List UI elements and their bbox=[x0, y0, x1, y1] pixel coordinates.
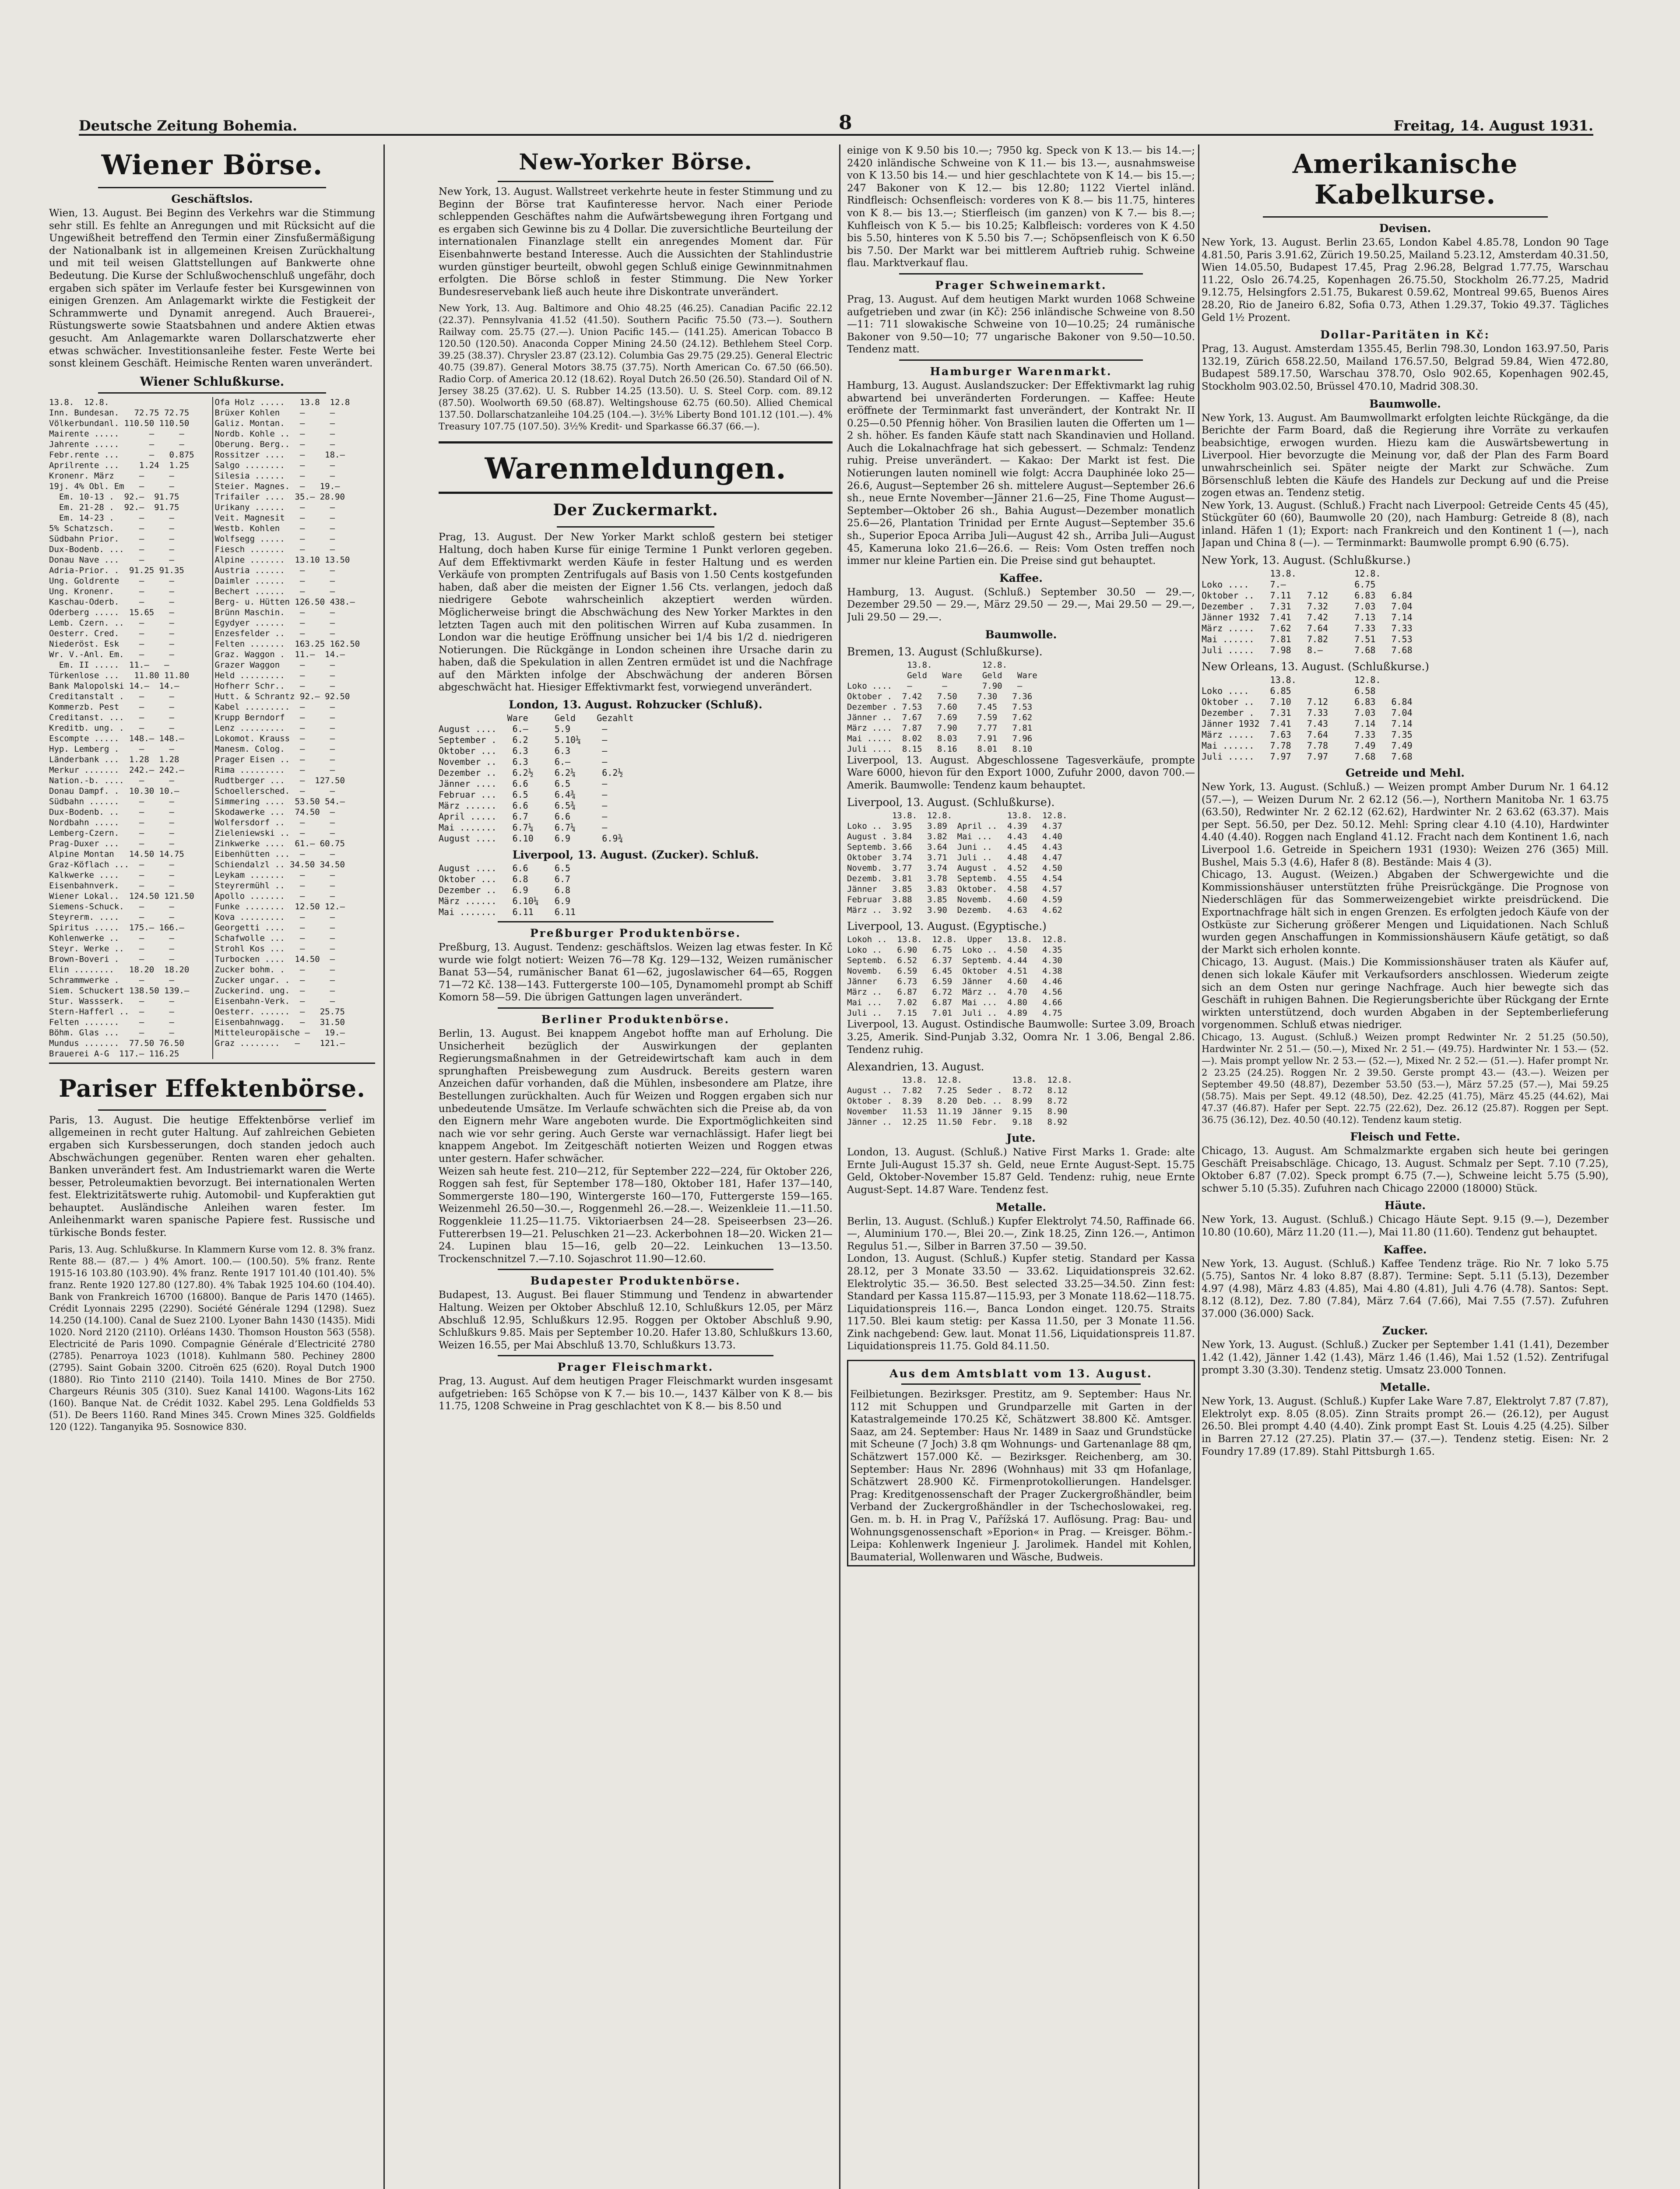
article-text: Feilbietungen. Bezirksger. Prestitz, am 9. September: Haus Nr. 112 mit Schuppen und Grundparzelle mit Garten in der Katastralgemeinde 170.25 Kč, Schätzwert 38.800 Kč. Amtsger. Saaz, am 24. September: Haus Nr. 1489 in Saaz und Grundstücke mit Scheune (7 Joch) 3.8 qm Wohnungs- und Gartenanlage 88 qm, Schätzwert 157.000 Kč. — Bezirksger. Reichenberg, am 30. September: Haus Nr. 2896 (Wohnhaus) mit 33 qm Hofanlage, Schätzwert 28.900 Kč. Firmenprotokollierungen. Handelsger. Prag: Kreditgenossenschaft der Prager Zuckergroßhändler, beim Verband der Zuckergroßhändler in der Tschechoslowakei, reg. Gen. m. b. H. in Prag V., Pařížská 17. Auflösung. Prag: Bau- und Wohnungsgenossenschaft »Eporion« in Prag. — Kreisger. Böhm.-Leipa: Kohlenwerk Ingenieur J. Jarolimek. Handel mit Kohlen, Baumaterial, Wollenwaren und Wäsche, Budweis. bbox=[850, 1389, 1192, 1563]
table-rows: 13.8. 12.8. 13.8. 12.8. Loko .. 3.95 3.89 April .. 4.39 4.37 August . 3.84 3.82 Mai ... 4.43 4.40 Septemb. 3.66 3.64 Juni .. 4.45 4.43 Oktober 3.74 3.71 Juli .. 4.48 4.47 Novemb. 3.77 3.74 August . 4.52 4.50 Dezemb. 3.81 3.78 Septemb. 4.55 4.54 Jänner 3.85 3.83 Oktober. 4.58 4.57 Februar 3.88 3.85 Novemb. 4.60 4.59 März .. 3.92 3.90 Dezemb. 4.63 4.62 bbox=[847, 811, 1068, 915]
section-title-warenmeldungen: Warenmeldungen. bbox=[485, 451, 787, 486]
divider bbox=[557, 526, 714, 528]
section-title-baumwolle: Baumwolle. bbox=[1369, 397, 1441, 410]
article-text: Hamburg, 13. August. Auslandszucker: Der Effektivmarkt lag ruhig abwartend bei unveränderten Forderungen. — Kaffee: Heute eröffnete der Terminmarkt fast unverändert, der Kontrakt Nr. II 0.25—0.50 Pfennig höher. Von Brasilien lauten die Offerten um 1—2 sh. höher. Es fanden Käufe statt nach Skandinavien und Holland. Auch die Lokalnachfrage hat sich gebessert. — Schmalz: Tendenz ruhig. Preise unverändert. — Kakao: Der Markt ist fest. Die Notierungen lauten nominell wie folgt: Accra Dauphinée loko 25—26.6, August—September 26 sh. mittelere August—September 26.6 sh., neue Ernte November—Jänner 21.6—25, Fine Thome August—September—Oktober 26 sh., Bahia August—Dezember monatlich 25.6—26, Plantation Trinidad per Ernte August—September 35.6 sh., Superior Epoca Arriba Juli—August 42 sh., Arriba Juli—August 45, Kameruna loko 21.6—26.6. — Reis: Vom Osten treffen noch immer nur kleine Partien ein. Die Preise sind gut behauptet. bbox=[847, 380, 1195, 567]
table-caption: London, 13. August. Rohzucker (Schluß). bbox=[509, 698, 763, 711]
divider bbox=[899, 273, 1143, 275]
section-title-kaffee: Kaffee. bbox=[1383, 1243, 1427, 1256]
divider bbox=[899, 359, 1143, 361]
header-date: Freitag, 14. August 1931. bbox=[1393, 117, 1593, 134]
section-title-jute: Jute. bbox=[1006, 1132, 1036, 1145]
divider bbox=[439, 441, 833, 443]
column-rule bbox=[1198, 144, 1199, 2189]
article-text: New York, 13. August. (Schluß.) — Weizen prompt Amber Durum Nr. 1 64.12 (57.—), — Weizen Durum Nr. 2 62.12 (56.—), Northern Manitoba Nr. 1 63.75 (63.50), Redwinter Nr. 2 62.12 (62.62), Hardwinter Nr. 2 63.62 (63.37). Mais per Sept. 56.50, per Dez. 50.12. Mehl: Spring clear 4.10 (4.10), Hardwinter 4.40 (4.40). Roggen nach England 41.12. Fracht nach dem Kontinent 1.6, nach Liverpool 1.6. Getreide in Speichern 1931 (1930): Weizen 276 (365) Mill. Bushel, Mais 5.3 (4.6), Hafer 8 (8). Bestände: Mais 4 (3). bbox=[1202, 781, 1609, 868]
table-header: Ware Geld Gezahlt bbox=[439, 713, 634, 724]
article-text: Budapest, 13. August. Bei flauer Stimmung und Tendenz in abwartender Haltung. Weizen per Oktober Abschluß 12.10, Schlußkurs 12.05, per März Abschluß 12.95, Schlußkurs 12.95. Roggen per Oktober Abschluß 9.90, Schlußkurs 9.85. Mais per September 10.20. Hafer 13.80, Schlußkurs 13.60, Weizen 16.55, per Mai Abschluß 13.70, Schlußkurs 13.73. bbox=[439, 1289, 833, 1351]
article-text: Hamburg, 13. August. (Schluß.) September 30.50 — 29.—, Dezember 29.50 — 29.—, März 29.50 — 29.—, Mai 29.50 — 29.—, Juli 29.50 — 29.—. bbox=[847, 586, 1195, 623]
section-title-schweinemarkt: Prager Schweinemarkt. bbox=[935, 278, 1107, 292]
section-title-prager-fleischmarkt: Prager Fleischmarkt. bbox=[557, 1361, 714, 1374]
section-title-new-yorker-boerse: New-Yorker Börse. bbox=[519, 149, 752, 175]
header-newspaper-name: Deutsche Zeitung Bohemia. bbox=[79, 117, 298, 134]
page-header bbox=[79, 112, 1593, 136]
quote-table-right bbox=[212, 397, 376, 1059]
quote-table-left bbox=[49, 397, 210, 1059]
divider bbox=[498, 921, 773, 922]
article-text: Chicago, 13. August. (Weizen.) Abgaben der Schwergewichte und die Kommissionshäuser unterstützten frühe Preisrückgänge. Die Prognose von Niederschlägen für das Sommerweizengebiet wirkte preisdrückend. Die Exportnachfrage hält sich in engen Grenzen. Es erfolgten jedoch Käufe von der Ostküste zur Sicherung größerer Mengen und Liquidationen. Nach Schluß wurden gegen Anschaffungen in Kommissionshäusern Käufe getätigt, so daß der Markt sich erholen konnte. bbox=[1202, 869, 1609, 956]
article-text: Paris, 13. Aug. Schlußkurse. In Klammern Kurse vom 12. 8. 3% franz. Rente 88.— (87.— ) 4% Amort. 100.— (100.50). 5% franz. Rente 1915-16 103.80 (103.90). 4% franz. Rente 1917 101.40 (101.40). 5% franz. Rente 1920 127.80 (127.80). 4% Tabak 1925 104.60 (104.40). Bank von Frankreich 16700 (16800). Banque de Paris 1470 (1465). Crédit Lyonnais 2295 (2290). Société Générale 1294 (1298). Suez 14.250 (14.100). Canal de Suez 2100. Lyoner Bahn 1430 (1435). Midi 1020. Nord 2120 (2110). Orléans 1430. Thomson Houston 563 (558). Electricité de Paris 1090. Compagnie Générale d’Electricité 2780 (2785). Penarroya 1023 (1018). Kuhlmann 580. Pechiney 2800 (2795). Saint Gobain 3200. Citroën 625 (620). Royal Dutch 1900 (1880). Rio Tinto 2110 (2140). Toila 1410. Mines de Bor 2750. Chargeurs Réunis 305 (310). Suez Kanal 14100. Wagons-Lits 162 (160). Banque Nat. de Crédit 1032. Kabel 295. Lena Goldfields 53 (51). De Beers 1160. Rand Mines 345. Crown Mines 325. Goldfields 120 (122). Tanganyika 95. Sosnowice 830. bbox=[49, 1244, 375, 1432]
table-rows: Lokoh .. 13.8. 12.8. Upper 13.8. 12.8. Loko .. 6.90 6.75 Loko .. 4.50 4.35 Septemb. 6.52 6.37 Septemb. 4.44 4.30 Novemb. 6.59 6.45 Oktober 4.51 4.38 Jänner 6.73 6.59 Jänner 4.60 4.46 März .. 6.87 6.72 März .. 4.70 4.56 Mai ... 7.02 6.87 Mai ... 4.80 4.66 Juli .. 7.15 7.01 Juli .. 4.89 4.75 bbox=[847, 935, 1068, 1018]
divider bbox=[1263, 216, 1548, 218]
article-text: New York, 13. August. Berlin 23.65, London Kabel 4.85.78, London 90 Tage 4.81.50, Paris 3.91.62, Zürich 19.50.25, Mailand 5.23.12, Amsterdam 40.31.50, Wien 14.05.50, Budapest 17.45, Prag 2.96.28, Belgrad 1.77.75, Warschau 11.22, Oslo 26.74.25, Kopenhagen 26.75.50, Stockholm 26.77.25, Madrid 9.12.75, Helsingfors 2.51.75, Bukarest 0.59.62, Montreal 99.65, Buenos Aires 28.20, Rio de Janeiro 6.82, Sofia 0.73, Athen 1.29.37, Tokio 49.37. Tägliches Geld 1½ Prozent. bbox=[1202, 237, 1609, 324]
section-title-zuckermarkt: Der Zuckermarkt. bbox=[553, 501, 718, 520]
section-title-amerikanische-kabelkurse: Amerikanische Kabelkurse. bbox=[1292, 149, 1518, 210]
column-rule bbox=[839, 144, 840, 2189]
article-text: Liverpool, 13. August. Ostindische Baumwolle: Surtee 3.09, Broach 3.25, Amerik. Sind-Punjab 3.32, Oomra Nr. 1 3.06, Bengal 2.86. Tendenz ruhig. bbox=[847, 1019, 1195, 1056]
section-title-metalle: Metalle. bbox=[1380, 1381, 1430, 1394]
article-text: Chicago, 13. August. (Mais.) Die Kommissionshäuser traten als Käufer auf, denen sich lokale Käufer mit Verkaufsorders anschlossen. Wiederum zeigte sich an dem Osten nur geringe Nachfrage. Auch hier bewegte sich das Geschäft in ruhigen Bahnen. Die Regierungsberichte über Rückgang der Ernte wirkten unterstützend, doch wurden Abgaben in der Septemberlieferung vorgenommen. Schluß etwas niedriger. bbox=[1202, 957, 1609, 1031]
article-text: Wien, 13. August. Bei Beginn des Verkehrs war die Stimmung sehr still. Es fehlte an Anregungen und mit Rücksicht auf die Ungewißheit betreffend den Termin einer Zinsfußermäßigung der Nationalbank ist in allgemeinen Kreisen Zurückhaltung und mit teil weisen Glattstellungen auf Bankwerte ohne Bedeutung. Die Kurse der Schlußwochenschluß ungefähr, doch ergaben sich später im Verlaufe fester bei Kursgewinnen von einigen Grenzen. Am Anlagemarkt wirkte die Festigkeit der Schrammwerte und Dynamit anregend. Auch Brauerei-, Rüstungswerte sowie Staatsbahnen und andere Aktien etwas gesucht. Am Anlagemarkte waren Dollarschatzwerte eher etwas schwächer. Investitionsanleihe fester. Feste Werte bei sonst kleinem Geschäft. Heimische Renten waren unverändert. bbox=[49, 208, 375, 370]
article-text: einige von K 9.50 bis 10.—; 7950 kg. Speck von K 13.— bis 14.—; 2420 inländische Schweine von K 11.— bis 13.—, ausnahmsweise von K 13.50 bis 14.— und hier geschlachtete von K 14.— bis 15.—; 247 Bakoner von K 12.— bis 12.80; 1122 Viertel inländ. Rindfleisch: Ochsenfleisch: vorderes von K 8.— bis 11.75, hinteres von K 8.— bis 13.—; Stierfleisch (im ganzen) von K 7.— bis 8.—; Kuhfleisch von K 5.— bis 10.25; Kalbfleisch: vorderes von K 4.50 bis 5.50, hinteres von K 5.50 bis 7.—; Schöpsenfleisch von K 6.50 bis 7.50. Der Markt war bei mittlerem Auftrieb ruhig. Schweine flau. Marktverkauf flau. bbox=[847, 145, 1195, 269]
article-text: Chicago, 13. August. (Schluß.) Weizen prompt Redwinter Nr. 2 51.25 (50.50), Hardwinter Nr. 2 51.— (50.—), Mixed Nr. 2 51.— (49.75). Hardwinter Nr. 1 53.— (52.—). Mais prompt yellow Nr. 2 53.— (52.—), Mixed Nr. 2 52.— (51.—). Hafer prompt Nr. 2 23.25 (24.25). Roggen Nr. 2 39.50. Gerste prompt 43.— (43.—). Weizen per September 49.50 (48.87), Dezember 53.50 (53.—), März 57.25 (57.—), Mai 59.25 (58.75). Mais per Sept. 49.12 (48.50), Dez. 42.25 (41.75), März 45.25 (44.62), Mai 47.37 (46.87). Hafer per Sept. 22.75 (22.62), Dez. 26.12 (25.87). Roggen per Sept. 36.75 (36.12), Dez. 40.50 (40.12). Tendenz kaum stetig. bbox=[1202, 1031, 1609, 1125]
article-text: Berlin, 13. August. (Schluß.) Kupfer Elektrolyt 74.50, Raffinade 66.—, Aluminium 170.—, Blei 20.—, Zink 18.25, Zinn 126.—, Antimon Regulus 51.—, Silber in Barren 37.50 — 39.50. bbox=[847, 1215, 1195, 1252]
section-title-wiener-boerse: Wiener Börse. bbox=[101, 149, 323, 181]
article-text: Weizen sah heute fest. 210—212, für September 222—224, für Oktober 226, Roggen sah fest, für September 178—180, Oktober 181, Hafer 137—140, Sommergerste 180—190, Wintergerste 160—170, Futtergerste 159—165. Weizenmehl 26.50—30.—, Roggenmehl 26.—28.—. Weizenkleie 11.—11.50. Roggenkleie 11.25—11.75. Viktoriaerbsen 24—28. Speiseerbsen 23—26. Futtererbsen 19—21. Peluschken 21—23. Ackerbohnen 18—20. Wicken 21—24. Lupinen blau 15—16, gelb 20—22. Leinkuchen 13—13.50. Trockenschnitzel 7.—7.10. Sojaschrot 11.90—12.60. bbox=[439, 1165, 833, 1265]
article-text: Liverpool, 13. August. Abgeschlossene Tagesverkäufe, prompte Ware 6000, hievon für den Export 1000, Zufuhr 2000, davon 700.— Amerik. Baumwolle: Tendenz kaum behauptet. bbox=[847, 754, 1195, 791]
table-caption: Liverpool, 13. August. (Schlußkurse). bbox=[847, 796, 1055, 809]
article-text: Prag, 13. August. Auf dem heutigen Prager Fleischmarkt wurden insgesamt aufgetrieben: 165 Schöpse von K 7.— bis 10.—, 1437 Kälber von K 8.— bis 11.75, 1208 Schweine in Prag geschlachtet von K 8.— bis 8.50 und bbox=[439, 1376, 833, 1412]
table-rows: 13.8. 12.8. Loko .... 7.— 6.75 Oktober .. 7.11 7.12 6.83 6.84 Dezember . 7.31 7.32 7.03 7.04 Jänner 1932 7.41 7.42 7.13 7.14 März ..... 7.62 7.64 7.33 7.33 Mai ...... 7.81 7.82 7.51 7.53 Juli ..... 7.98 8.— 7.68 7.68 bbox=[1202, 568, 1413, 656]
table-rows: 13.8. 12.8. Loko .... 6.85 6.58 Oktober .. 7.10 7.12 6.83 6.84 Dezember . 7.31 7.33 7.03 7.04 Jänner 1932 7.41 7.43 7.14 7.14 März ..... 7.63 7.64 7.33 7.35 Mai ...... 7.78 7.78 7.49 7.49 Juli ..... 7.97 7.97 7.68 7.68 bbox=[1202, 675, 1413, 762]
divider bbox=[498, 1355, 773, 1356]
table-rows: August .... 6.— 5.9 — September . 6.2 5.10¼ — Oktober ... 6.3 6.3 — November .. 6.3 6.— — Dezember .. 6.2½ 6.2¼ 6.2½ Jänner .... 6.6 6.5 — Februar ... 6.5 6.4¾ — März ...... 6.6 6.5¾ — April ..... 6.7 6.6 — Mai ....... 6.7¼ 6.7¼ — August .... 6.10 6.9 6.9¾ bbox=[439, 724, 623, 844]
section-title-metalle: Metalle. bbox=[996, 1200, 1046, 1214]
divider bbox=[498, 1269, 773, 1270]
divider bbox=[498, 181, 773, 182]
section-title-dollar-paritaeten: Dollar-Paritäten in Kč: bbox=[1320, 328, 1490, 341]
article-text: Prag, 13. August. Der New Yorker Markt schloß gestern bei stetiger Haltung, doch haben Kurse für einige Termine 1 Punkt verloren gegeben. Auf dem Effektivmarkt werden Käufe in fester Haltung und es werden Verkäufe von prompten Zentrifugals auf Basis von 1.50 Cents kostgefunden haben, daß aber die meisten der Eigner 1.56 Cts. verlangen, jedoch daß niedrigere Gebote wahrscheinlich akzeptiert werden würden. Möglicherweise bringt die Abschwächung des New Yorker Marktes in den letzten Tagen auch mit den politischen Wirren auf Kuba zusammen. In London war die heutige Eröffnung unsicher bei 1/4 bis 1/2 d. niedrigeren Notierungen. Die Rückgänge in London scheinen ihre Ursache darin zu haben, daß die Spekulation in allen Zentren ermüdet ist und die Nachfrage auf den Märkten infolge der Abschwächung der anderen Börsen abgeschwächt hat. Hiesiger Effektivmarkt fest, vorwiegend unverändert. bbox=[439, 531, 833, 693]
table-caption: New Orleans, 13. August. (Schlußkurse.) bbox=[1202, 660, 1430, 673]
table-rows: 13.8. 12.8. 13.8. 12.8. August .. 7.82 7.25 Seder . 8.72 8.12 Oktober . 8.39 8.20 Deb. .. 8.99 8.72 November 11.53 11.19 Jänner 9.15 8.90 Jänner .. 12.25 11.50 Febr. 9.18 8.92 bbox=[847, 1075, 1072, 1127]
quote-table bbox=[49, 397, 375, 1059]
table-rows: August .... 6.6 6.5 Oktober ... 6.8 6.7 Dezember .. 6.9 6.8 März ...... 6.10¼ 6.9 Mai ....... 6.11 6.11 bbox=[439, 863, 576, 918]
article-text: Berlin, 13. August. Bei knappem Angebot hoffte man auf Erholung. Die Unsicherheit bezüglich der Auswirkungen der geplanten Regierungsmaßnahmen in der Getreidewirtschaft kam auch in dem sprunghaften Preisbewegung zum Ausdruck. Bereits gestern waren Anzeichen dafür vorhanden, daß die Mühlen, insbesondere am Platze, ihre Bestellungen zurückhalten. Auch für Weizen und Roggen ergaben sich nur unbedeutende Umsätze. Im Verlaufe schwächten sich die Preise ab, da von den Eignern mehr Ware angeboten wurde. Die Exportmöglichkeiten sind nach wie vor sehr gering. Auch Gerste war vernachlässigt. Hafer liegt bei knappem Angebot. Im Zeitgeschäft notierten Weizen und Roggen etwas unter gestern. Hafer schwächer. bbox=[439, 1028, 833, 1165]
section-title-getreide: Getreide und Mehl. bbox=[1346, 767, 1465, 780]
section-title-wiener-schlusskurse: Wiener Schlußkurse. bbox=[140, 374, 285, 389]
section-title-zucker: Zucker. bbox=[1382, 1324, 1428, 1337]
section-title-haeute: Häute. bbox=[1384, 1199, 1426, 1212]
article-text: New York, 13. August. (Schluß.) Chicago Häute Sept. 9.15 (9.—), Dezember 10.80 (10.60), März 11.20 (11.—), Mai 11.80 (11.60). Tendenz gut behauptet. bbox=[1202, 1214, 1609, 1238]
table-caption: New York, 13. August. (Schlußkurse.) bbox=[1202, 554, 1411, 567]
article-text: New York, 13. August. (Schluß.) Kaffee Tendenz träge. Rio Nr. 7 loko 5.75 (5.75), Santos Nr. 4 loko 8.87 (8.87). Termine: Sept. 5.11 (5.13), Dezember 4.97 (4.98), März 4.83 (4.85), Mai 4.80 (4.81), Juli 4.76 (4.78). Santos: Sept. 8.12 (8.12), Dez. 7.80 (7.84), März 7.64 (7.66), Mai 7.55 (7.57). Zufuhren 37.000 (36.000) Sack. bbox=[1202, 1258, 1609, 1320]
article-text: New York, 13. August. (Schluß.) Kupfer Lake Ware 7.87, Elektrolyt 7.87 (7.87), Elektrolyt exp. 8.05 (8.05). Zinn Straits prompt 26.— (26.12), per August 26.50. Blei prompt 4.40 (4.40). Zink prompt East St. Louis 4.25 (4.25). Silber in Barren 27.12 (27.25). Platin 37.— (37.—). Tendenz stetig. Eisen: Nr. 2 Foundry 17.89 (17.89). Stahl Pittsburgh 1.65. bbox=[1202, 1396, 1609, 1457]
article-text: New York, 13. Aug. Baltimore and Ohio 48.25 (46.25). Canadian Pacific 22.12 (22.37). Pennsylvania 41.52 (41.50). Southern Pacific 75.50 (73.—). Southern Railway com. 25.75 (27.—). Union Pacific 145.— (141.25). American Tobacco B 120.50 (120.50). Anaconda Copper Mining 24.50 (24.12). Bethlehem Steel Corp. 39.25 (38.37). Chrysler 23.87 (23.12). Columbia Gas 29.75 (29.25). General Electric 40.75 (39.87). General Motors 38.75 (37.75). North American Co. 67.50 (66.50). Radio Corp. of America 20.12 (18.62). Royal Dutch 26.50 (26.50). Standard Oil of N. Jersey 38.25 (37.62). U. S. Rubber 14.25 (13.50). U. S. Steel Corp. com. 89.12 (87.50). Woolworth 69.50 (68.87). Weltingshouse 62.75 (60.50). Allied Chemical 137.50. Dollarschatzanleihe 104.25 (104.—). 3½% Liberty Bond 101.12 (101.—). 4% Treasury 107.75 (107.50). 3½% Kredit- und Sparkasse 66.37 (66.—). bbox=[439, 303, 833, 432]
section-title-devisen: Devisen. bbox=[1379, 222, 1431, 235]
divider bbox=[98, 1109, 327, 1111]
amtsblatt-box bbox=[847, 1360, 1195, 1566]
article-text: London, 13. August. (Schluß.) Kupfer stetig. Standard per Kassa 28.12, per 3 Monate 33.50 — 33.62. Liquidationspreis 32.62. Elektrolytic 35.— 36.50. Best selected 33.25—34.50. Zinn fest: Standard per Kassa 115.87—115.93, per 3 Monate 118.62—118.75. Liquidationspreis 116.—, Banca London einget. 120.75. Straits 117.50. Blei kaum stetig: per Kassa 11.50, per 3 Monate 11.56. Zink nachgebend: Gew. laut. Monat 11.56, Liquidationspreis 11.87. Liquidationspreis 11.75. Gold 84.11.50. bbox=[847, 1253, 1195, 1352]
column-rule bbox=[383, 144, 385, 2189]
column-warenmarkt bbox=[847, 144, 1195, 2189]
section-title-budapester: Budapester Produktenbörse. bbox=[530, 1274, 741, 1288]
article-text: Preßburg, 13. August. Tendenz: geschäftslos. Weizen lag etwas fester. In Kč wurde wie folgt notiert: Weizen 76—78 Kg. 129—132, Weizen rumänischer Banat 53—54, rumänischer Banat 61—62, jugoslawischer 64—65, Roggen 71—72 Kč. 138—143. Futtergerste 100—105, Dynamomehl prompt ab Schiff Komorn 58—59. Die übrigen Gattungen lagen unverändert. bbox=[439, 942, 833, 1003]
article-text: New York, 13. August. Am Baumwollmarkt erfolgten leichte Rückgänge, da die Berichte der Farm Board, daß die Regierung ihre Vorräte zu verkaufen beabsichtige, erwogen wurden. Hiezu kam die Auswärtsbewertung in Liverpool. Hier bevorzugte die Meinung vor, daß der Plan des Farm Board unwahrscheinlich sei. Später neigte der Markt zur Schwäche. Zum Börsenschluß lebten die Käufe des Handels zur Deckung auf und die Preise zogen etwas an. Tendenz stetig. bbox=[1202, 412, 1609, 499]
section-title-hamburger: Hamburger Warenmarkt. bbox=[930, 365, 1112, 378]
article-text: New York, 13. August. (Schluß.) Fracht nach Liverpool: Getreide Cents 45 (45), Stückgüter 60 (60), Baumwolle 20 (20), nach Hamburg: Getreide 8 (8), nach inland. Häfen 1 (1); Export: nach Frankreich und den Kontinent 1 (—), nach Japan und China 8 (—). — Terminmarkt: Baumwolle prompt 6.90 (6.75). bbox=[1202, 500, 1609, 549]
table-header: 13.8. 12.8. Geld Ware Geld Ware bbox=[907, 660, 1037, 680]
table-caption: Bremen, 13. August (Schlußkurse). bbox=[847, 645, 1043, 658]
divider bbox=[98, 392, 327, 394]
column-new-yorker-boerse bbox=[439, 144, 833, 2189]
article-text: Prag, 13. August. Amsterdam 1355.45, Berlin 798.30, London 163.97.50, Paris 132.19, Zürich 658.22.50, Mailand 176.57.50, Belgrad 59.84, Wien 472.80, Budapest 589.17.50, Warschau 378.70, Oslo 902.65, Kopenhagen 902.45, Stockholm 903.02.50, Brüssel 470.10, Madrid 308.30. bbox=[1202, 343, 1609, 392]
article-text: New York, 13. August. Wallstreet verkehrte heute in fester Stimmung und zu Beginn der Börse trat Kaufinteresse hervor. Nach einer Periode schleppenden Geschäftes nahm die Aufwärtsbewegung ihren Fortgang und es ergaben sich Gewinne bis zu 4 Dollar. Die zuversichtliche Beurteilung der internationalen Finanzlage stellt ein anregendes Moment dar. Für Eisenbahnwerte bestand Interesse. Auch die Aussichten der Stahlindustrie wurden günstiger beurteilt, obwohl gegen Schluß einige Gewinnmitnahmen erfolgten. Die Börse schloß in fester Stimmung. Die New Yorker Bundesreservebank ließ auch heute ihre Diskontrate unverändert. bbox=[439, 186, 833, 298]
table-rows: Loko .... — — 7.90 — Oktober . 7.42 7.50 7.30 7.36 Dezember . 7.53 7.60 7.45 7.53 Jänner .. 7.67 7.69 7.59 7.62 März .... 7.87 7.90 7.77 7.81 Mai ..... 8.02 8.03 7.91 7.96 Juli .... 8.15 8.16 8.01 8.10 bbox=[847, 681, 1033, 754]
column-amerikanische-kabelkurse bbox=[1202, 144, 1609, 2189]
section-title-kaffee: Kaffee. bbox=[999, 571, 1043, 584]
divider bbox=[498, 1007, 773, 1009]
section-title-fleisch-fette: Fleisch und Fette. bbox=[1350, 1130, 1460, 1143]
column-wiener-boerse bbox=[49, 144, 375, 2189]
table-caption: Alexandrien, 13. August. bbox=[847, 1060, 984, 1073]
article-text: Chicago, 13. August. Am Schmalzmarkte ergaben sich heute bei geringen Geschäft Preisabschläge. Chicago, 13. August. Schmalz per Sept. 7.10 (7.25), Oktober 6.87 (7.02). Speck prompt 6.75 (7.—), Schweine leicht 5.75 (5.90), schwer 5.10 (5.35). Zufuhren nach Chicago 22000 (18000) Stück. bbox=[1202, 1145, 1609, 1194]
article-text: London, 13. August. (Schluß.) Native First Marks 1. Grade: alte Ernte Juli-August 15.37 sh. Geld, neue Ernte August-Sept. 15.75 Geld, Oktober-November 15.87 Geld. Tendenz: ruhig, neue Ernte August-Sept. 14.87 Ware. Tendenz fest. bbox=[847, 1147, 1195, 1196]
table-header: 13.8. 12.8. bbox=[49, 397, 109, 407]
article-text: Paris, 13. August. Die heutige Effektenbörse verlief im allgemeinen in recht guter Haltung. Auf zahlreichen Gebieten ergaben sich Kursbesserungen, doch standen jedoch auch Abschwächungen gegenüber. Renten waren eher gehalten. Banken unverändert fest. Am Industriemarkt waren die Werte besser, Petroleumaktien bevorzugt. Bei internationalen Werten fest. Elektrizitätswerte ruhig. Automobil- und Kupferaktien gut behauptet. Ausländische Anleihen waren fester. Im Anleihenmarkt waren spanische Papiere fest. Russische und türkische Bonds fester. bbox=[49, 1114, 375, 1239]
section-subtitle: Geschäftslos. bbox=[171, 193, 253, 205]
table-caption: Liverpool, 13. August. (Egyptische.) bbox=[847, 920, 1047, 933]
header-page-number: 8 bbox=[839, 112, 852, 134]
section-title-baumwolle: Baumwolle. bbox=[985, 628, 1057, 641]
section-title-berliner: Berliner Produktenbörse. bbox=[541, 1013, 730, 1026]
divider bbox=[901, 1383, 1141, 1385]
table-caption: Liverpool, 13. August. (Zucker). Schluß. bbox=[512, 848, 759, 862]
divider bbox=[439, 492, 833, 494]
quote-rows-right: Ofa Holz ..... 13.8 12.8 Brüxer Kohlen — — Galiz. Montan. — — Nordb. Kohle .. — — Oberung. Berg.. — — Rossitzer .... — 18.— Salgo ........ — — Silesia ...... — — Steier. Magnes. — 19.— Trifailer .... 35.— 28.90 Urikany ...... — — Veit. Magnesit — — Westb. Kohlen — — Wolfsegg ..... — — Fiesch ....... — — Alpine ....... 13.10 13.50 Austria ...... — — Daimler ...... — — Bechert ...... — — Berg- u. Hütten 126.50 438.— Brünn Maschin. — — Egydyer ...... — — Enzesfelder .. — — Felten ....... 163.25 162.50 Graz. Waggon . 11.— 14.— Grazer Waggon — — Held ......... — — Hofherr Schr.. — — Hutt. & Schrantz 92.— 92.50 Kabel ......... — — Krupp Berndorf — — Lenz ......... — — Lokomot. Krauss — — Manesm. Colog. — — Prager Eisen .. — — Rima ......... — — Rudtberger ... — 127.50 Schoellersched. — — Simmering .... 53.50 54.— Skodawerke ... 74.50 — Wolfersdorf .. — — Zieleniewski .. — — Zinkwerke .... 61.— 60.75 Eibenhütten ... — — Schiendalzl .. 34.50 34.50 Leykam ....... — — Steyrermühl .. — — Apollo ....... — — Funke ........ 12.50 12.— Kova ......... — — Georgetti .... — — Schafwolle ... — — Strohl Kos ... — — Turbocken .... 14.50 — Zucker bohm. . — — Zucker ungar. . — — Zuckerind. ung. — — Eisenbahn-Verk. — — Oesterr. ...... — 25.75 Eisenbahnwagg. — 31.50 Mitteleuropäische — 19.— Graz ........ — 121.— bbox=[214, 397, 360, 1048]
section-title-amtsblatt: Aus dem Amtsblatt vom 13. August. bbox=[889, 1367, 1153, 1380]
article-text: Prag, 13. August. Auf dem heutigen Markt wurden 1068 Schweine aufgetrieben und zwar (in Kč): 256 inländische Schweine von 8.50—11: 711 slowakische Schweine von 10—10.25; 24 rumänische Bakoner von 9.50—10; 77 ungarische Bakoner von 9.50—10.50. Tendenz matt. bbox=[847, 293, 1195, 355]
section-title-pressburger: Preßburger Produktenbörse. bbox=[530, 927, 742, 940]
divider bbox=[98, 187, 327, 188]
article-text: New York, 13. August. (Schluß.) Zucker per September 1.41 (1.41), Dezember 1.42 (1.42), Jänner 1.42 (1.43), März 1.46 (1.46), Mai 1.52 (1.52). Zentrifugal prompt 3.30 (3.30). Tendenz stetig. Umsatz 23.000 Tonnen. bbox=[1202, 1339, 1609, 1376]
quote-rows-left: Inn. Bundesan. 72.75 72.75 Völkerbundanl. 110.50 110.50 Mairente ..... — — Jahrente ..... — — Febr.rente ... — 0.875 Aprilrente ... 1.24 1.25 Kronenr. März — — 19j. 4% Obl. Em — — Em. 10-13 . 92.— 91.75 Em. 21-28 . 92.— 91.75 Em. 14-23 . — — 5% Schatzsch. — — Südbahn Prior. — — Dux-Bodenb. ... — — Donau Nave ... — — Adria-Prior. . 91.25 91.35 Ung. Goldrente — — Ung. Kronenr. — — Kaschau-Oderb. — — Oderberg ..... 15.65 — Lemb. Czern. .. — — Oesterr. Cred. — — Niederöst. Esk — — Wr. V.-Anl. Em. — — Em. II ..... 11.— — Türkenlose ... 11.80 11.80 Bank Malopolski 14.— 14.— Creditanstalt . — — Kommerzb. Pest — — Creditanst. ... — — Kreditb. ung. . — — Escompte ..... 148.— 148.— Hyp. Lemberg . — — Länderbank ... 1.28 1.28 Merkur ....... 242.— 242.— Nation.-b. .... — — Donau Dampf. . 10.30 10.— Südbahn ...... — — Dux-Bodenb. .. — — Nordbahn ..... — — Lemberg-Czern. — — Prag-Duxer ... — — Alpine Montan 14.50 14.75 Graz-Köflach ... — — Kalkwerke .... — — Eisenbahnverk. — — Wiener Lokal.. 124.50 121.50 Siemens-Schuck. — — Steyrerm. .... — — Spiritus ..... 175.— 166.— Kohlenwerke .. — — Steyr. Werke .. — — Brown-Boveri . — — Elin ........ 18.20 18.20 Schrammwerke . — — Siem. Schuckert 138.50 139.— Stur. Wassserk. — — Stern-Hafferl .. — — Felten ....... — — Böhm. Glas ... — — Mundus ....... 77.50 76.50 Brauerei A-G 117.— 116.25 bbox=[49, 408, 194, 1059]
section-title-pariser-effektenboerse: Pariser Effektenbörse. bbox=[59, 1074, 366, 1102]
divider bbox=[49, 1063, 375, 1064]
